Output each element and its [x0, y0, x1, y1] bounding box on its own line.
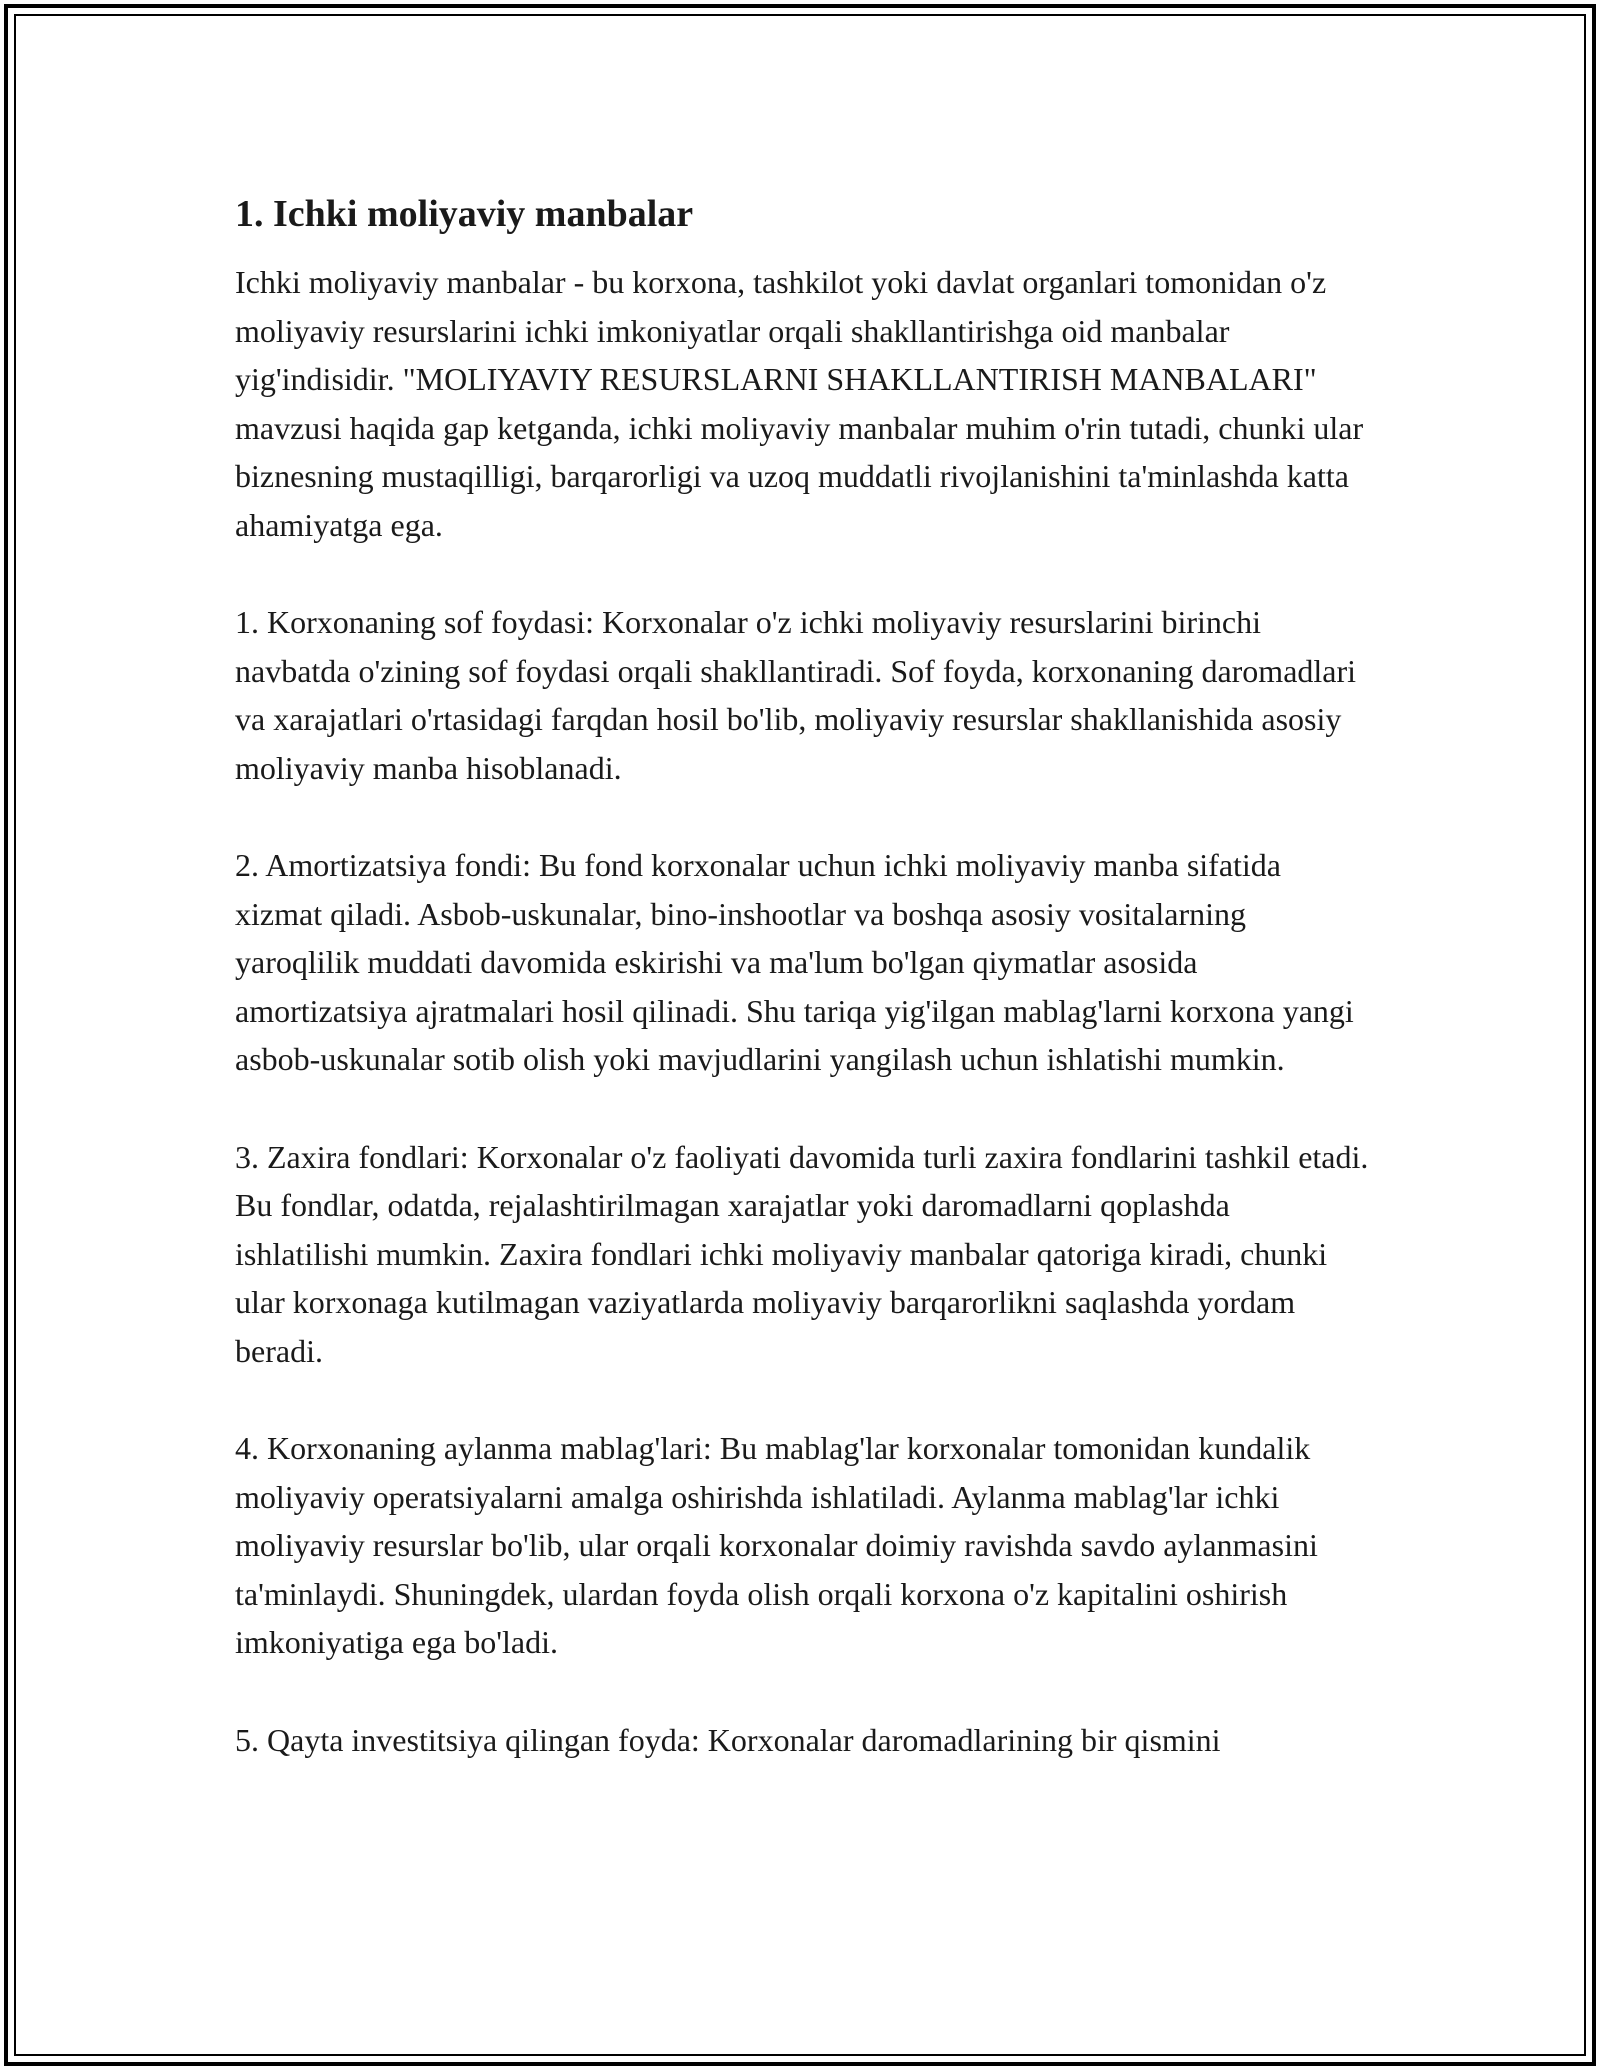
paragraph-reinvested-profit: 5. Qayta investitsiya qilingan foyda: Korxonalar daromadlarining bir qismini [235, 1721, 1221, 1758]
document-body [235, 188, 1370, 1764]
paragraph-net-profit: 1. Korxonaning sof foydasi: Korxonalar o'z ichki moliyaviy resurslarini birinchi navbatda o'zining sof foydasi orqali shakllantiradi. Sof foyda, korxonaning daromadlari va xarajatlari o'rtasidagi farqdan hosil bo'lib, moliyaviy resurslar shakllanishida asosiy moliyaviy manba hisoblanadi. [235, 604, 1357, 786]
section-heading: 1. Ichki moliyaviy manbalar [235, 193, 694, 235]
paragraph-working-capital: 4. Korxonaning aylanma mablag'lari: Bu mablag'lar korxonalar tomonidan kundalik moliyaviy operatsiyalarni amalga oshirishda ishlatiladi. Aylanma mablag'lar ichki moliyaviy resurslar bo'lib, ular orqali korxonalar doimiy ravishda savdo aylanmasini ta'minlaydi. Shuningdek, ulardan foyda olish orqali korxona o'z kapitalini oshirish imkoniyatiga ega bo'ladi. [235, 1430, 1318, 1660]
paragraph-intro: Ichki moliyaviy manbalar - bu korxona, tashkilot yoki davlat organlari tomonidan o'z moliyaviy resurslarini ichki imkoniyatlar orqali shakllantirishga oid manbalar yig'indisidir. "MOLIYAVIY RESURSLARNI SHAKLLANTIRISH MANBALARI" mavzusi haqida gap ketganda, ichki moliyaviy manbalar muhim o'rin tutadi, chunki ular biznesning mustaqilligi, barqarorligi va uzoq muddatli rivojlanishini ta'minlashda katta ahamiyatga ega. [235, 264, 1364, 543]
paragraph-depreciation-fund: 2. Amortizatsiya fondi: Bu fond korxonalar uchun ichki moliyaviy manba sifatida xizmat qiladi. Asbob-uskunalar, bino-inshootlar va boshqa asosiy vositalarning yaroqlilik muddati davomida eskirishi va ma'lum bo'lgan qiymatlar asosida amortizatsiya ajratmalari hosil qilinadi. Shu tariqa yig'ilgan mablag'larni korxona yangi asbob-uskunalar sotib olish yoki mavjudlarini yangilash uchun ishlatishi mumkin. [235, 847, 1354, 1077]
paragraph-reserve-funds: 3. Zaxira fondlari: Korxonalar o'z faoliyati davomida turli zaxira fondlarini tashkil etadi. Bu fondlar, odatda, rejalashtirilmagan xarajatlar yoki daromadlarni qoplashda ishlatilishi mumkin. Zaxira fondlari ichki moliyaviy manbalar qatoriga kiradi, chunki ular korxonaga kutilmagan vaziyatlarda moliyaviy barqarorlikni saqlashda yordam beradi. [235, 1138, 1369, 1369]
